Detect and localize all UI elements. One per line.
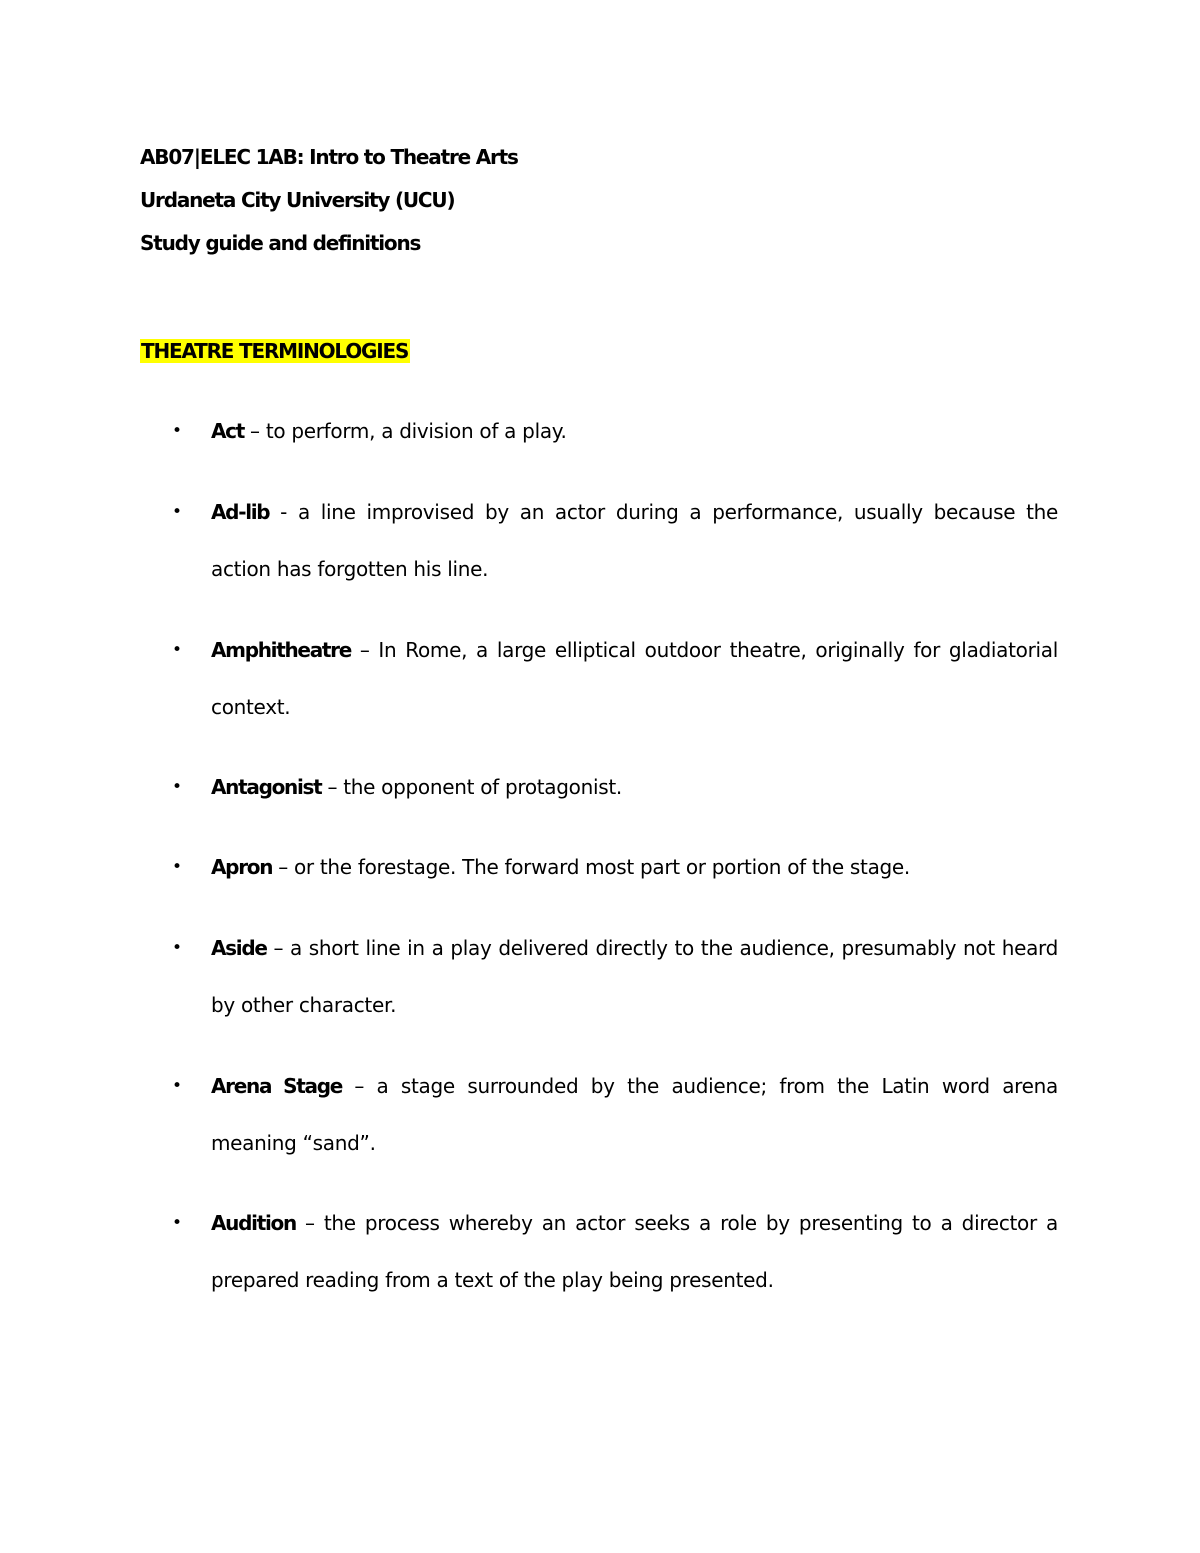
term-name: Audition bbox=[211, 1211, 296, 1235]
term-definition: – or the forestage. The forward most part or portion of the stage. bbox=[272, 855, 910, 879]
term-name: Act bbox=[211, 419, 244, 443]
term-name: Apron bbox=[211, 855, 273, 879]
term-entry bbox=[211, 759, 1058, 816]
term-entry bbox=[211, 920, 1058, 1034]
term-name: Aside bbox=[211, 936, 267, 960]
term-name: Arena Stage bbox=[211, 1074, 342, 1098]
bullet-icon: • bbox=[172, 640, 183, 660]
term-definition: - a line improvised by an actor during a performance, usually because the action has forgotten his line. bbox=[211, 500, 1058, 581]
term-definition: – the opponent of protagonist. bbox=[321, 775, 622, 799]
bullet-icon: • bbox=[172, 938, 183, 958]
term-entry bbox=[211, 1195, 1058, 1309]
term-entry bbox=[211, 484, 1058, 598]
term-name: Ad-lib bbox=[211, 500, 270, 524]
term-entry bbox=[211, 403, 1058, 460]
bullet-icon: • bbox=[172, 421, 183, 441]
term-entry bbox=[211, 1058, 1058, 1172]
university-name: Urdaneta City University (UCU) bbox=[140, 188, 455, 212]
term-name: Antagonist bbox=[211, 775, 322, 799]
course-title: AB07|ELEC 1AB: Intro to Theatre Arts bbox=[140, 145, 518, 169]
bullet-icon: • bbox=[172, 502, 183, 522]
term-definition: – to perform, a division of a play. bbox=[244, 419, 567, 443]
term-definition: – In Rome, a large elliptical outdoor theatre, originally for gladiatorial context. bbox=[211, 638, 1058, 719]
guide-subtitle: Study guide and definitions bbox=[140, 231, 421, 255]
bullet-icon: • bbox=[172, 857, 183, 877]
term-definition: – a stage surrounded by the audience; from the Latin word arena meaning “sand”. bbox=[211, 1074, 1058, 1155]
bullet-icon: • bbox=[172, 777, 183, 797]
term-entry bbox=[211, 622, 1058, 736]
bullet-icon: • bbox=[172, 1076, 183, 1096]
bullet-icon: • bbox=[172, 1213, 183, 1233]
term-entry bbox=[211, 839, 1058, 896]
term-definition: – the process whereby an actor seeks a role by presenting to a director a prepared reading from a text of the play being presented. bbox=[211, 1211, 1058, 1292]
term-definition: – a short line in a play delivered directly to the audience, presumably not heard by other character. bbox=[211, 936, 1058, 1017]
highlighted-heading-text: THEATRE TERMINOLOGIES bbox=[141, 339, 409, 363]
term-name: Amphitheatre bbox=[211, 638, 351, 662]
